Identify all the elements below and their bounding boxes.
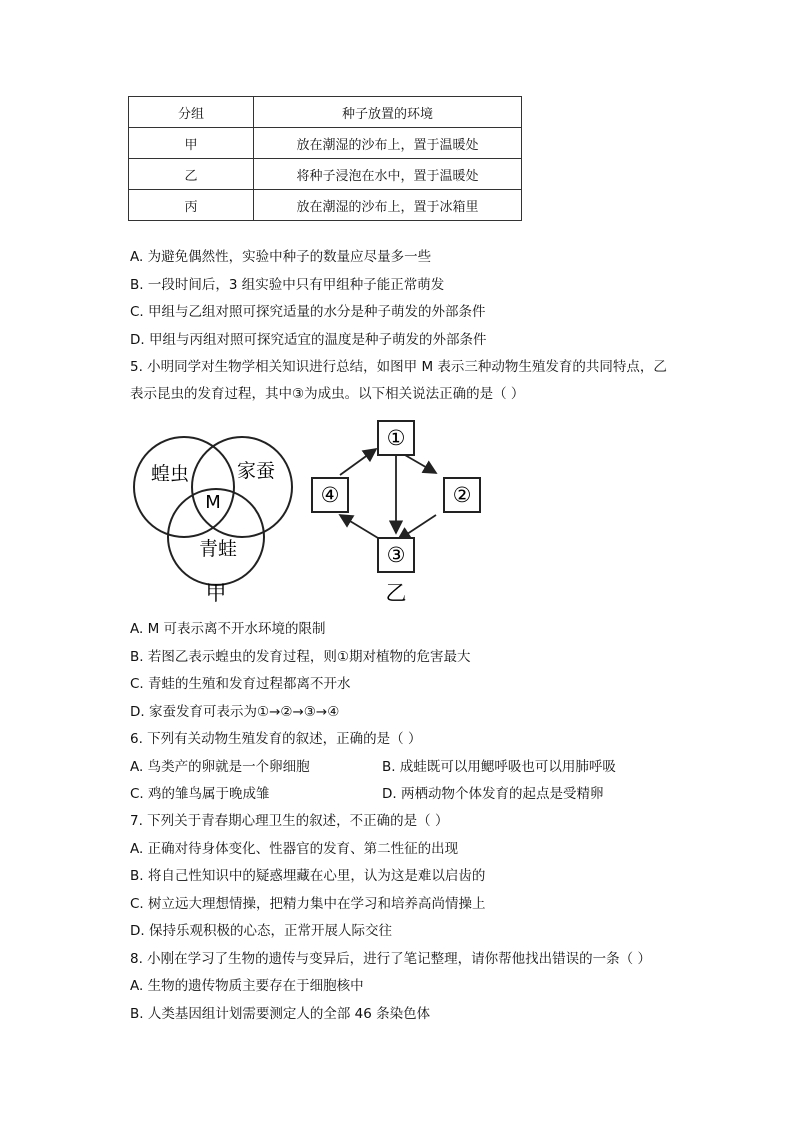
table-header-cell: 分组 xyxy=(129,97,254,128)
table-header-cell: 种子放置的环境 xyxy=(254,97,522,128)
venn-label-center: M xyxy=(205,492,221,513)
q8-option-a: A. 生物的遗传物质主要存在于细胞核中 xyxy=(130,978,364,994)
venn-label-frog: 青蛙 xyxy=(198,538,238,560)
q5-figure xyxy=(128,415,488,614)
table-cell: 乙 xyxy=(129,159,254,190)
table-cell: 放在潮湿的沙布上，置于温暖处 xyxy=(254,128,522,159)
q6-option-c: C. 鸡的雏鸟属于晚成雏 xyxy=(130,786,270,802)
table-cell: 将种子浸泡在水中，置于温暖处 xyxy=(254,159,522,190)
caption-jia: 甲 xyxy=(205,581,227,605)
q6-option-d: D. 两栖动物个体发育的起点是受精卵 xyxy=(382,786,604,802)
q6-stem: 6. 下列有关动物生殖发育的叙述，正确的是（ ） xyxy=(130,731,422,747)
q5-option-d: D. 家蚕发育可表示为①→②→③→④ xyxy=(130,704,340,720)
venn-label-silkworm: 家蚕 xyxy=(236,460,276,482)
q6-option-a: A. 鸟类产的卵就是一个卵细胞 xyxy=(130,759,310,775)
arrow-2-to-3 xyxy=(398,515,436,540)
q6-option-b: B. 成蛙既可以用鳃呼吸也可以用肺呼吸 xyxy=(382,759,616,775)
cycle-node-1-label: ① xyxy=(386,426,406,450)
q5-option-a: A. M 可表示离不开水环境的限制 xyxy=(130,621,326,637)
table-row xyxy=(129,190,522,221)
table-cell: 甲 xyxy=(129,128,254,159)
q7-stem: 7. 下列关于青春期心理卫生的叙述，不正确的是（ ） xyxy=(130,813,449,829)
q7-option-b: B. 将自己性知识中的疑惑埋藏在心里，认为这是难以启齿的 xyxy=(130,868,486,884)
q8-option-b: B. 人类基因组计划需要测定人的全部 46 条染色体 xyxy=(130,1006,431,1022)
q7-option-c: C. 树立远大理想情操，把精力集中在学习和培养高尚情操上 xyxy=(130,896,486,912)
table-header-row xyxy=(129,97,522,128)
venn-label-locust: 蝗虫 xyxy=(150,463,190,485)
q4-option-b: B. 一段时间后，3 组实验中只有甲组种子能正常萌发 xyxy=(130,277,445,293)
q5-option-b: B. 若图乙表示蝗虫的发育过程，则①期对植物的危害最大 xyxy=(130,649,471,665)
cycle-arrows xyxy=(340,449,436,540)
q4-option-c: C. 甲组与乙组对照可探究适量的水分是种子萌发的外部条件 xyxy=(130,304,486,320)
q5-stem-line1: 5. 小明同学对生物学相关知识进行总结，如图甲 M 表示三种动物生殖发育的共同特点，乙 xyxy=(130,359,667,375)
q7-option-d: D. 保持乐观积极的心态，正常开展人际交往 xyxy=(130,923,392,939)
cycle-node-2-label: ② xyxy=(452,483,472,507)
table-row xyxy=(129,128,522,159)
q4-option-d: D. 甲组与丙组对照可探究适宜的温度是种子萌发的外部条件 xyxy=(130,332,487,348)
cycle-node-3-label: ③ xyxy=(386,543,406,567)
q5-stem-line2: 表示昆虫的发育过程，其中③为成虫。以下相关说法正确的是（ ） xyxy=(130,386,525,402)
q5-option-c: C. 青蛙的生殖和发育过程都离不开水 xyxy=(130,676,351,692)
venn-circle-locust xyxy=(134,437,234,537)
q8-stem: 8. 小刚在学习了生物的遗传与变异后，进行了笔记整理，请你帮他找出错误的一条（ ） xyxy=(130,951,651,967)
caption-yi: 乙 xyxy=(385,581,407,605)
q7-option-a: A. 正确对待身体变化、性器官的发育、第二性征的出现 xyxy=(130,841,459,857)
q4-option-a: A. 为避免偶然性，实验中种子的数量应尽量多一些 xyxy=(130,249,432,265)
arrow-3-to-4 xyxy=(340,515,378,538)
arrow-4-to-1 xyxy=(340,449,376,475)
cycle-node-4-label: ④ xyxy=(320,483,340,507)
table-cell: 放在潮湿的沙布上，置于冰箱里 xyxy=(254,190,522,221)
experiment-table xyxy=(128,96,522,221)
table-row xyxy=(129,159,522,190)
table-cell: 丙 xyxy=(129,190,254,221)
venn-circle-silkworm xyxy=(192,437,292,537)
